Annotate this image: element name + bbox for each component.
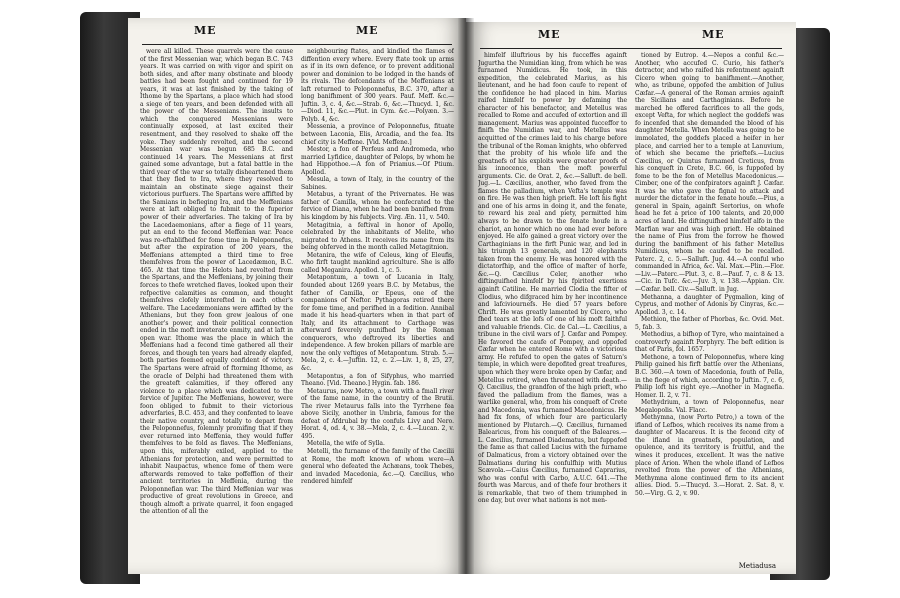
entry-paragraph: Metabus, a tyrant of the Privernates. He was father of Camilla, whom he confecrated to the fervice of Diana, when he had been banifhed from his kingdom by his fubjects. Virg. Æn. 11, v. 540. bbox=[301, 191, 454, 222]
left-page-header-left: ME bbox=[194, 24, 217, 37]
entry-paragraph: Metella, the wife of Sylla. bbox=[307, 440, 385, 448]
entry-paragraph: Methodius, a bifhop of Tyre, who maintained a controverfy againft Porphyry. The beft edition is that of Paris, fol. 1657. bbox=[635, 331, 784, 354]
book-gutter bbox=[458, 18, 474, 574]
right-page-header-left: ME bbox=[538, 28, 561, 41]
entry-paragraph: Mestor, a fon of Perfeus and Andromeda, who married Lyfidice, daughter of Pelops, by whom he had Hippothoe.—A fon of Priamus.—Of Ptium. Apollod. bbox=[301, 146, 454, 176]
right-page bbox=[466, 22, 796, 574]
right-page-column-1 bbox=[478, 52, 627, 556]
right-page-header bbox=[466, 28, 796, 46]
entry-paragraph: tioned by Eutrop. 4.—Nepos a conful &c.—Another, who accufed C. Curio, his father's detractor, and who raifed his refentment againft Cicero when going to banifhment.—Another, who, as tribune, oppofed the ambition of Julius Cæfar.—A general of the Roman armies againft the Sicilians and Carthaginians. Before he marched he offered facrifices to all the gods, except Vefta, for which neglect the goddefs was fo incenfed that she demanded the blood of his daughter Metella. When Metella was going to be immolated, the goddefs placed a heifer in her place, and carried her to a temple at Lanuvium, of which she became the prieftefs.—Lucius Cæcilius, or Quintus furnamed Creticus, from his conqueft in Crete, B.C. 66, is fuppofed by fome to be the fon of Metellus Macedonicus.—Cimber, one of the confpirators againft J. Cæfar. It was he who gave the fignal to attack and murder the dictator in the fenate houfe.—Pius, a general in Spain, againft Sertorius, on whofe head he fet a price of 100 talents, and 20,000 acres of land. He diftinguifhed himfelf alfo in the Marfian war and was high prieft. He obtained the name of Pius from the forrow he fhowed during the banifhment of his father Metellus Numidicus, whom he caufed to be recalled. Paterc. 2, c. 5.—Salluft. Jug. 44.—A conful who commanded in Africa, &c. Val. Max.—Plin.—Flor.—Liv.—Paterc.—Plut. 3, c. 8.—Pauf. 7, c. 8 & 13.—Cic. in Tufc. &c.—Juv. 3, v. 138.—Appian. Civ.—Cæfar. bell. Civ.—Salluft. in Jug. bbox=[635, 52, 784, 293]
right-page-columns bbox=[478, 52, 784, 556]
entry-paragraph: neighbouring ftates, and kindled the flames of diffention every where. Every ftate took up arms as if in its own defence, or to prevent additional power and dominion to be lodged in the hands of its rivals. The defcendants of the Meffenians at laft returned to Peloponnefus, B.C. 370, after a long banifhment of 300 years. Pauf. Meff. &c.—Juftin. 3, c. 4, &c.—Strab. 6, &c.—Thucyd. 1, &c.—Diod. 11, &c.—Plut. in Cym. &c.—Polyæn. 3.—Polyb. 4, &c. bbox=[301, 48, 454, 123]
entry-paragraph: Methanna, a daughter of Pygmalion, king of Cyprus, and mother of Adonis by Cinyras, &c.—Apollod. 3, c. 14. bbox=[635, 293, 784, 316]
entry-paragraph: Methone, a town of Peloponnefus, where king Philip gained his firft battle over the Athenians, B.C. 360.—A town of Macedonia, fouth of Pella, in the fiege of which, according to Juftin. 7, c. 6, Philip loft his right eye.—Another in Magnefia. Homer. Il. 2, v. 71. bbox=[635, 353, 784, 399]
entry-paragraph: Metaurus, now Metro, a town with a fmall river of the fame name, in the country of the Brutii. The river Metaurus falls into the Tyrrhene fea above Sicily, another in Umbria, famous for the defeat of Afdrubal by the confuls Livy and Nero. Horat. 4, od. 4, v. 38.—Mela, 2, c. 4.—Lucan. 2, v. 495. bbox=[301, 387, 454, 440]
catchword: Metiadusa bbox=[738, 562, 776, 570]
entry-paragraph: Methymna, (now Porto Petro,) a town of the ifland of Lefbos, which receives its name from a daughter of Macareus. It is the fecond city of the ifland in greatnefs, population, and opulence, and its territory is fruitful, and the wines it produces, excellent. It was the native place of Arion. When the whole ifland of Lefbos revolted from the power of the Athenians, Methymna alone continued firm to its ancient allies. Diod. 5.—Thucyd. 3.—Horat. 2. Sat. 8, v. 50.—Virg. G. 2, v. 90. bbox=[635, 414, 784, 497]
entry-paragraph: Metelli, the furname of the family of the Cæcilii at Rome, the moft known of whom were—A general who defeated the Achæans, took Thebes, and invaded Macedonia, &c.—Q. Cæcilius, who rendered himfelf bbox=[301, 447, 454, 486]
right-page-header-right: ME bbox=[702, 28, 725, 41]
right-page-column-2 bbox=[635, 52, 784, 556]
entry-paragraph: Metapontus, a fon of Sifyphus, who married Theano. [Vid. Theano.] Hygin. fab. 186. bbox=[301, 372, 454, 388]
entry-paragraph: Methydrium, a town of Peloponnefus, near Megalopolis. Val. Flacc. bbox=[635, 399, 784, 414]
left-page-header-right: ME bbox=[356, 24, 379, 37]
entry-paragraph: Mesula, a town of Italy, in the country of the Sabines. bbox=[301, 176, 454, 191]
entry-paragraph: himfelf illuftrious by his fucceffes againft Jugurtha the Numidian king, from which he was furnamed Numidicus. He took, in this expedition, the celebrated Marius, as his lieutenant, and he had foon caufe to repent of the confidence he had placed in him. Marius raifed himfelf to power by defaming the character of his benefactor, and Metellus was recalled to Rome and accufed of extortion and ill management. Marius was appointed fucceffor to finifh the Numidian war, and Metellus was acquitted of the crimes laid to his charge before the tribunal of the Roman knights, who obferved that the probity of his whole life and the greatnefs of his exploits were greater proofs of his innocence, than the moft powerful arguments. Cic. de Orat. 2, &c.—Salluft. de bell. Jug.—L. Cæcilius, another, who faved from the flames the palladium, when Vefta's temple was on fire. He was then high prieft. He loft his fight and one of his arms in doing it, and the fenate, to reward his zeal and piety, permitted him always to be drawn to the fenate houfe in a chariot, an honor which no one had ever before enjoyed. He alfo gained a great victory over the Carthaginians in the firft Punic war, and led in his triumph 13 generals, and 120 elephants taken from the enemy. He was honored with the dictatorfhip, and the office of mafter of horfe, &c.—Q. Cæcilius Celer, another who diftinguifhed himfelf by his fpirited exertions againft Catiline. He married Clodia the fifter of Clodius, who difgraced him by her incontinence and lafciviournefs. He died 57 years before Chrift. He was greatly lamented by Cicero, who fhed tears at the lofs of one of his moft faithful and valuable friends. Cic. de Cal.—L. Cæcilius, a tribune in the civil wars of J. Cæfar and Pompey. He favored the caufe of Pompey, and oppofed Cæfar when he entered Rome with a victorious army. He refufed to open the gates of Saturn's temple, in which were depofited great treafures, upon which they were broke open by Cæfar, and Metellus retired, when threatened with death.—Q. Cæcilius, the grandfon of the high prieft, who faved the palladium from the flames, was a warlike general, who, from his conqueft of Crete and Macedonia, was furnamed Macedonicus. He had fix fons, of which four are particularly mentioned by Plutarch.—Q. Cæcilius, furnamed Balearicus, from his conqueft of the Baleares.—L. Cæcilius, furnamed Diadematus, but fuppofed the fame as that called Lucius with the furname of Dalmaticus, from a victory obtained over the Dalmatians during his confulfhip with Mutius Scævola.—Caius Cæcilius, furnamed Caprarius, who was conful with Carbo, A.U.C. 641.—The fourth was Marcus, and of thefe four brothers it is remarkable, that two of them triumphed in one day, but over what nations is not men- bbox=[478, 52, 627, 505]
left-page-column-1 bbox=[140, 48, 293, 556]
left-page-columns bbox=[140, 48, 454, 556]
entry-paragraph: Methion, the father of Phorbas, &c. Ovid. Met. 5, fab. 3. bbox=[635, 316, 784, 331]
entry-paragraph: were all killed. These quarrels were the cause of the first Messenian war, which began B.C. 743 years. It was carried on with vigor and spirit on both sides, and after many obstinate and bloody battles had been fought and continued for 19 years, it was at last finished by the taking of Ithome by the Spartans, a place which had stood a siege of ten years, and been defended with all the power of the Messenians. The insults to which the conquered Messenians were continually exposed, at last excited their resentment, and they resolved to shake off the yoke. They suddenly revolted, and the second Messenian war was begun 685 B.C. and continued 14 years. The Messenians at first gained some advantage, but a fatal battle in the third year of the war so totally disheartened them that they fled to Ira, where they resolved to maintain an obstinate siege against their victorious purfuers. The Spartans were affifted by the Samians in befieging Ira, and the Meffenians were at laft obliged to fubmit to the fuperior power of their adverfaries. The taking of Ira by the Lacedaemonians, after a fiege of 11 years, put an end to the fecond Meffenian war. Peace was re-eftablifhed for fome time in Peloponnefus, but after the expiration of 200 years, the Meffenians attempted a third time to free themfelves from the power of Lacedæmon, B.C. 465. At that time the Helots had revolted from the Spartans, and the Meffenians, by joining their forces to thefe wretched flaves, looked upon their refpective calamities as common, and thought themfelves clofely interefted in each other's welfare. The Lacedæmonians were affifted by the Athenians, but they foon grew jealous of one another's power, and their political connection ended in the moft inveterate enmity, and at laft in open war. Ithome was the place in which the Meffenians had a fecond time gathered all their forces, and though ten years had already elapfed, both parties feemed equally confident of victory. The Spartans were afraid of ftorming Ithome, as the oracle of Delphi had threatened them with the greateft calamities, if they offered any violence to a place which was dedicated to the fervice of Jupiter. The Meffenians, however, were foon obliged to fubmit to their victorious adverfaries, B.C. 453, and they confented to leave their native country, and totally to depart from the Peloponnefus, folemnly promifing that if they ever returned into Meffenia, they would fuffer themfelves to be fold as flaves. The Meffenians, upon this, miferably exiled, applied to the Athenians for protection, and were permitted to inhabit Naupactus, whence fome of them were afterwards removed to take poffeffion of their ancient territories in Meffenia, during the Peloponnefian war. The third Meffenian war was productive of great revolutions in Greece, and though almoft a private quarrel, it foon engaged the attention of all the bbox=[140, 48, 293, 516]
left-page-column-2 bbox=[301, 48, 454, 556]
entry-paragraph: Metapontum, a town of Lucania in Italy, founded about 1269 years B.C. by Metabus, the father of Camilla, or Epeus, one of the companions of Neftor. Pythagoras retired there for fome time, and perifhed in a fedition. Annibal made it his head-quarters when in that part of Italy, and its attachment to Carthage was afterward feverely punifhed by the Roman conquerors, who deftroyed its liberties and independence. A few broken pillars of marble are now the only veftiges of Metapontum. Strab. 5.—Mela, 2, c. 4.—Juftin. 12, c. 2.—Liv. 1, 8, 25, 27, &c. bbox=[301, 274, 454, 372]
header-rule bbox=[142, 44, 452, 45]
left-page-header bbox=[128, 24, 466, 42]
entry-paragraph: Metagitnia, a feftival in honor of Apollo, celebrated by the inhabitants of Melite, who migrated to Athens. It receives its name from its being obferved in the month called Metagitnion. bbox=[301, 221, 454, 252]
header-rule bbox=[480, 48, 782, 49]
entry-paragraph: Messenia, a province of Peloponnefus, fituate between Laconia, Elis, Arcadia, and the fea. Its chief city is Meffene. [Vid. Meffene.] bbox=[301, 123, 454, 146]
left-page bbox=[128, 18, 466, 574]
entry-paragraph: Metanira, the wife of Celeus, king of Eleufis, who firft taught mankind agriculture. She is alfo called Meganira. Apollod. 1, c. 5. bbox=[301, 251, 454, 274]
